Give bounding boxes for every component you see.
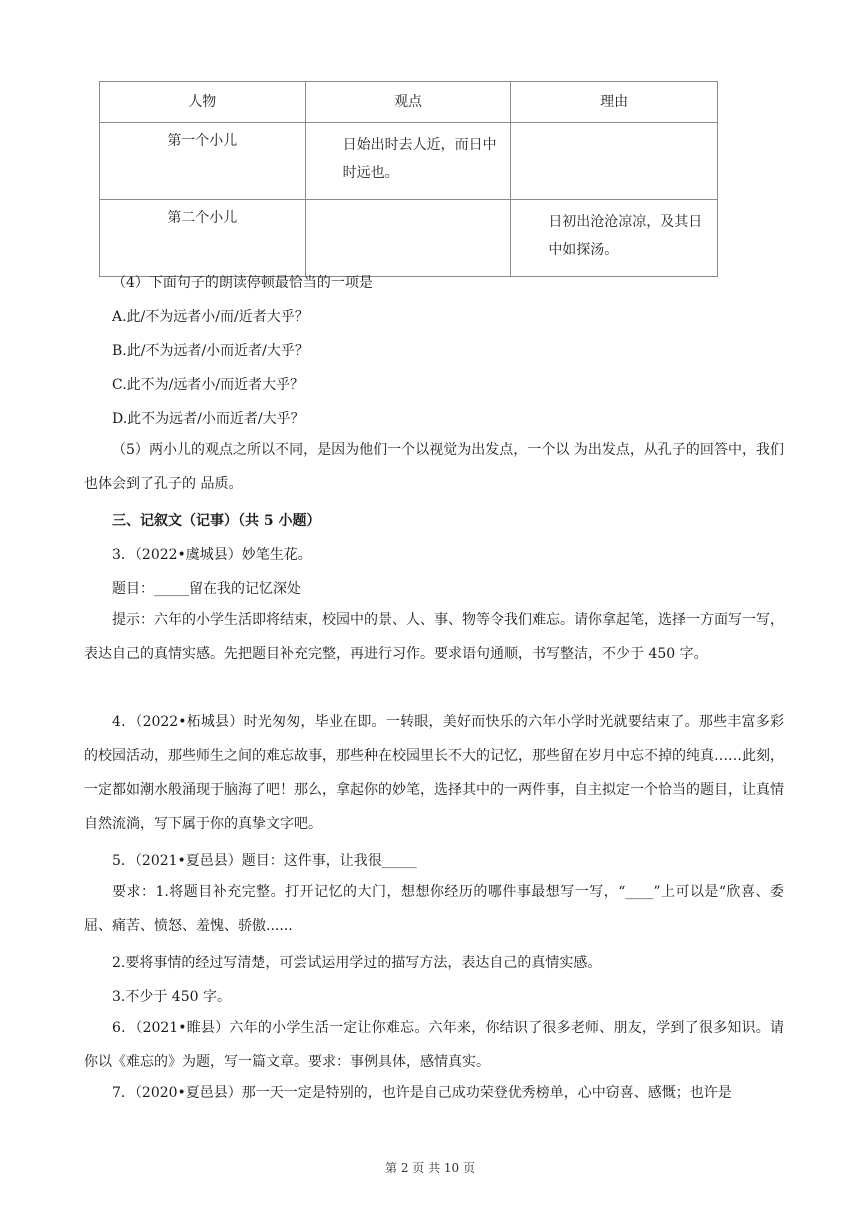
table-row (100, 200, 718, 277)
q5b-req3: 3.不少于 450 字。 (112, 989, 231, 1005)
header-reason: 理由 (511, 82, 718, 123)
row1-person: 第一个小儿 (100, 123, 306, 200)
row2-view (305, 200, 511, 277)
header-person: 人物 (100, 82, 306, 123)
q4b-text: 4．（2022•柘城县）时光匆匆，毕业在即。一转眼，美好而快乐的六年小学时光就要结束了。那些丰富多彩的校园活动，那些师生之间的难忘故事，那些种在校园里长不大的记忆，那些留在岁月中忘不掉的纯真……此刻，一定都如潮水般涌现于脑海了吧！那么，拿起你的妙笔，选择其中的一两件事，自主拟定一个恰当的题目，让真情自然流淌，写下属于你的真挚文字吧。 (84, 714, 784, 832)
table-header-row (100, 82, 718, 123)
viewpoint-table (99, 81, 718, 277)
q5-text: （5）两小儿的观点之所以不同，是因为他们一个以视觉为出发点，一个以 为出发点，从孔子的回答中，我们也体会到了孔子的 品质。 (84, 442, 784, 492)
q3-tip: 提示：六年的小学生活即将结束，校园中的景、人、事、物等令我们难忘。请你拿起笔，选择一方面写一写，表达自己的真情实感。先把题目补充完整，再进行习作。要求语句通顺，书写整洁，不少于 450 字。 (84, 612, 784, 662)
section-heading: 三、记叙文（记事）（共 5 小题） (112, 513, 321, 529)
q4-option-c: C.此不为/远者小/而近者大乎？ (112, 377, 305, 393)
q4-option-a: A.此/不为远者小/而/近者大乎？ (112, 309, 309, 325)
q3-header: 3．（2022•虞城县）妙笔生花。 (112, 547, 312, 563)
q3-title: 题目：_____留在我的记忆深处 (112, 581, 301, 597)
row2-person: 第二个小儿 (100, 200, 306, 277)
table-row (100, 123, 718, 200)
q6-text: 6．（2021•睢县）六年的小学生活一定让你难忘。六年来，你结识了很多老师、朋友，学到了很多知识。请你以《难忘的》为题，写一篇文章。要求：事例具体，感情真实。 (84, 1020, 784, 1070)
q7-text: 7．（2020•夏邑县）那一天一定是特别的，也许是自己成功荣登优秀榜单，心中窃喜、感慨；也许是 (112, 1085, 732, 1101)
header-view: 观点 (305, 82, 511, 123)
row2-reason: 日初出沧沧凉凉，及其日中如探汤。 (548, 214, 703, 258)
q5b-req2: 2.要将事情的经过写清楚，可尝试运用学过的描写方法，表达自己的真情实感。 (112, 955, 602, 971)
q5b-req1: 要求：1.将题目补充完整。打开记忆的大门，想想你经历的哪件事最想写一写，“____”上可以是“欣喜、委屈、痛苦、愤怒、羞愧、骄傲...... (84, 884, 784, 934)
q4-option-b: B.此/不为远者/小而近者/大乎？ (112, 343, 309, 359)
q4-stem: （4）下面句子的朗读停顿最恰当的一项是 (112, 275, 373, 291)
row1-view: 日始出时去人近，而日中时远也。 (342, 137, 497, 181)
q4-option-d: D.此不为远者/小而近者/大乎？ (112, 411, 305, 427)
q5b-header: 5．（2021•夏邑县）题目：这件事，让我很_____ (112, 853, 417, 869)
page-footer: 第 2 页 共 10 页 (385, 1161, 475, 1175)
row1-reason (511, 123, 718, 200)
